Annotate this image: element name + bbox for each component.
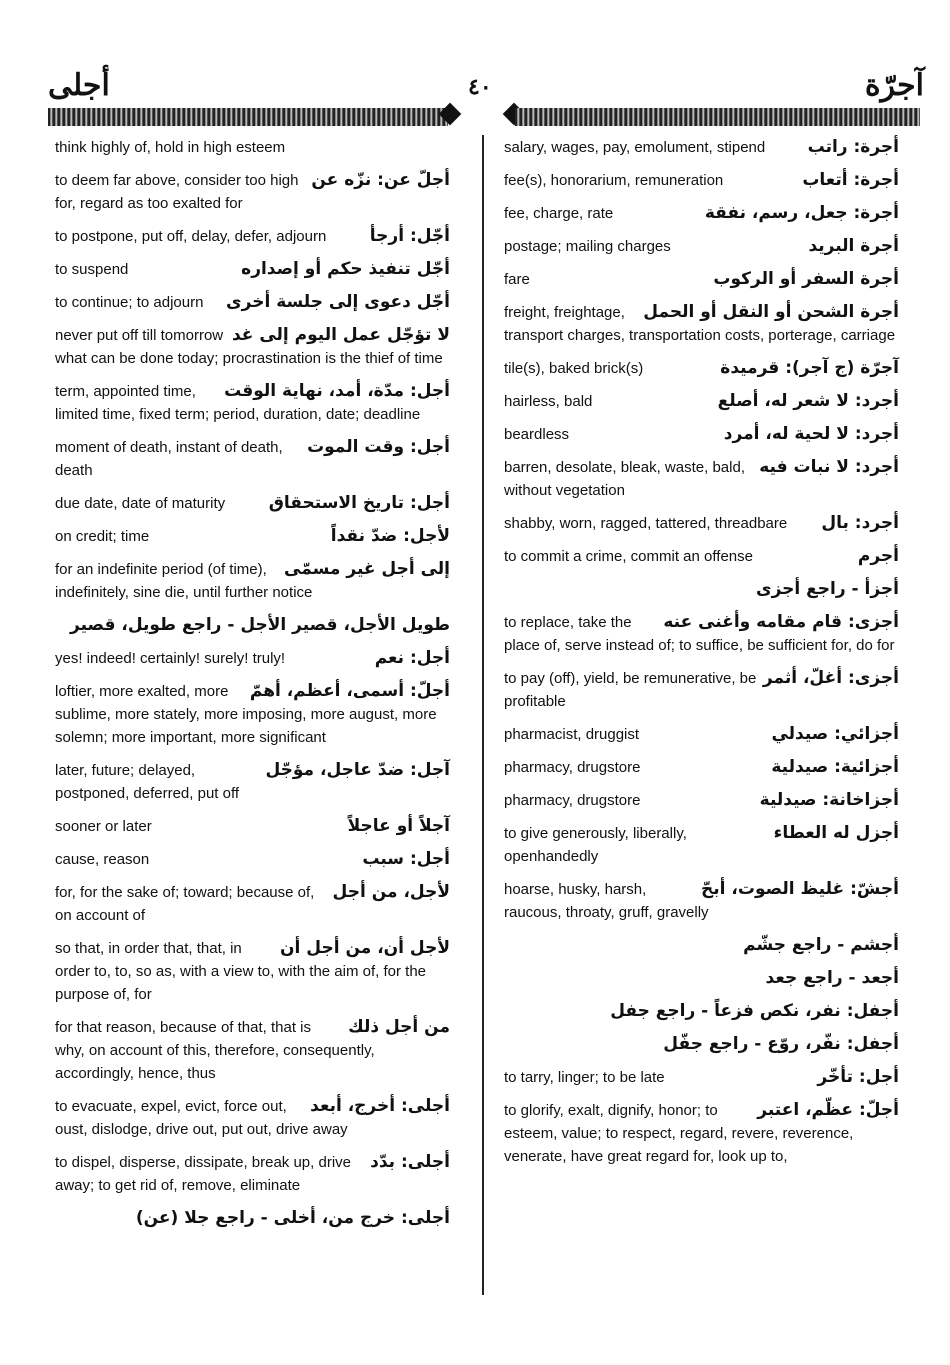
arabic-headword: أجرة: راتب <box>807 137 899 157</box>
dictionary-entry <box>55 521 450 554</box>
english-definition: to dispel, disperse, dissipate, break up, drive away; to get rid of, remove, eliminate <box>55 1154 351 1194</box>
dictionary-entry <box>55 933 450 1012</box>
dictionary-entry <box>55 1147 450 1203</box>
english-definition: beardless <box>504 426 570 443</box>
dictionary-entry <box>504 996 899 1029</box>
arabic-headword: أجل: سبب <box>362 849 450 869</box>
english-definition: to suspend <box>55 261 129 278</box>
english-definition: fare <box>504 271 530 288</box>
dictionary-entry <box>55 811 450 844</box>
arabic-headword: أجرة الشحن أو النقل أو الحمل <box>643 302 899 322</box>
dictionary-entry <box>504 574 899 607</box>
arabic-headword: أجزائية: صيدلية <box>771 757 899 777</box>
english-definition: think highly of, hold in high esteem <box>55 139 286 156</box>
english-definition: postage; mailing charges <box>504 238 671 255</box>
dictionary-entry <box>55 320 450 376</box>
english-definition: for, for the sake of; toward; because of, on account of <box>55 884 315 924</box>
english-definition: to postpone, put off, delay, defer, adjourn <box>55 228 327 245</box>
english-definition: hoarse, husky, harsh, raucous, throaty, gruff, gravelly <box>504 881 709 921</box>
arabic-headword: أجل: تاريخ الاستحقاق <box>268 493 450 513</box>
english-definition: pharmacy, drugstore <box>504 759 641 776</box>
dictionary-entry <box>504 752 899 785</box>
dictionary-entry <box>55 755 450 811</box>
arabic-headword: أجل: نعم <box>374 648 450 668</box>
english-definition: so that, in order that, that, in order to, to, so as, with a view to, with the aim of, for the purpose of, for <box>55 940 427 1003</box>
arabic-headword: أجل: وقت الموت <box>307 437 450 457</box>
dictionary-entry <box>55 1012 450 1091</box>
dictionary-entry <box>504 419 899 452</box>
arabic-headword: أجرد: لا لحية له، أمرد <box>723 424 899 444</box>
dictionary-entry <box>55 254 450 287</box>
arabic-headword: أجل: تأخّر <box>817 1067 899 1087</box>
arabic-headword: أجفل: نفر، نكص فزعاً - راجع جفل <box>610 1001 899 1021</box>
english-definition: tile(s), baked brick(s) <box>504 360 644 377</box>
dictionary-entry <box>55 221 450 254</box>
dictionary-entry <box>55 676 450 755</box>
english-definition: to give generously, liberally, openhandedly <box>504 825 687 865</box>
header-right-word: آجرّة <box>864 68 924 103</box>
dictionary-entry <box>504 165 899 198</box>
dictionary-entry <box>55 1203 450 1236</box>
english-definition: to continue; to adjourn <box>55 294 204 311</box>
english-definition: on credit; time <box>55 528 150 545</box>
arabic-headword: أجل: مدّة، أمد، نهاية الوقت <box>224 381 450 401</box>
dictionary-entry <box>55 432 450 488</box>
english-definition: barren, desolate, bleak, waste, bald, without vegetation <box>504 459 745 499</box>
dictionary-entry <box>55 165 450 221</box>
english-definition: freight, freightage, transport charges, transportation costs, porterage, carriage <box>504 304 896 344</box>
dictionary-entry <box>504 963 899 996</box>
english-definition: fee(s), honorarium, remuneration <box>504 172 724 189</box>
arabic-headword: أجزأ - راجع أجزى <box>755 579 899 599</box>
arabic-headword: أجرة البريد <box>808 236 899 256</box>
left-column <box>55 132 450 1236</box>
arabic-headword: أجّل دعوى إلى جلسة أخرى <box>226 292 450 312</box>
dictionary-entry <box>55 610 450 643</box>
english-definition: to replace, take the place of, serve instead of; to suffice, be sufficient for, do for <box>504 614 895 654</box>
dictionary-entry <box>504 132 899 165</box>
dictionary-entry <box>55 287 450 320</box>
dictionary-entry <box>504 541 899 574</box>
arabic-headword: أجشّ: غليظ الصوت، أبحّ <box>701 879 899 899</box>
arabic-headword: أجزى: أغلّ، أثمر <box>762 668 899 688</box>
arabic-headword: لأجل: ضدّ نقداً <box>330 526 450 546</box>
english-definition: to deem far above, consider too high for, regard as too exalted for <box>55 172 299 212</box>
english-definition: shabby, worn, ragged, tattered, threadbare <box>504 515 788 532</box>
english-definition: pharmacy, drugstore <box>504 792 641 809</box>
arabic-headword: أجلى: بدّد <box>370 1152 450 1172</box>
english-definition: hairless, bald <box>504 393 593 410</box>
english-definition: never put off till tomorrow what can be done today; procrastination is the thief of time <box>55 327 443 367</box>
arabic-headword: أجزى: قام مقامه وأغنى عنه <box>663 612 899 632</box>
arabic-headword: أجزل له العطاء <box>773 823 899 843</box>
english-definition: to pay (off), yield, be remunerative, be profitable <box>504 670 757 710</box>
arabic-headword: أجلى: خرج من، أخلى - راجع جلا (عن) <box>135 1208 450 1228</box>
header-left-word: أجلى <box>48 68 110 103</box>
arabic-headword: أجفل: نفّر، روّع - راجع جفّل <box>663 1034 899 1054</box>
arabic-headword: لا تؤجّل عمل اليوم إلى غد <box>231 325 450 345</box>
dictionary-entry <box>504 874 899 930</box>
arabic-headword: أجزاخانة: صيدلية <box>759 790 899 810</box>
english-definition: cause, reason <box>55 851 150 868</box>
arabic-headword: أجّل تنفيذ حكم أو إصداره <box>241 259 450 279</box>
dictionary-entry <box>504 930 899 963</box>
english-definition: due date, date of maturity <box>55 495 226 512</box>
english-definition: later, future; delayed, postponed, deferred, put off <box>55 762 240 802</box>
dictionary-entry <box>55 554 450 610</box>
arabic-headword: أجلّ عن: نزّه عن <box>311 170 450 190</box>
arabic-headword: أجرد: لا شعر له، أصلع <box>717 391 899 411</box>
english-definition: loftier, more exalted, more sublime, more stately, more imposing, more august, more solemn; more important, more significant <box>55 683 437 746</box>
arabic-headword: أجّل: أرجأ <box>369 226 450 246</box>
arabic-headword: آجلاً أو عاجلاً <box>347 816 450 836</box>
dictionary-entry <box>55 132 450 165</box>
english-definition: yes! indeed! certainly! surely! truly! <box>55 650 286 667</box>
dictionary-entry <box>504 198 899 231</box>
arabic-headword: أجرة السفر أو الركوب <box>713 269 899 289</box>
arabic-headword: أجلّ: أسمى، أعظم، أهمّ <box>249 681 450 701</box>
arabic-headword: أجرم <box>857 546 899 566</box>
dictionary-entry <box>504 1095 899 1174</box>
dictionary-entry <box>504 1029 899 1062</box>
arabic-headword: أجرة: جعل، رسم، نفقة <box>704 203 899 223</box>
dictionary-entry <box>55 643 450 676</box>
arabic-headword: أجلى: أخرج، أبعد <box>310 1096 450 1116</box>
arabic-headword: أجلّ: عظّم، اعتبر <box>757 1100 899 1120</box>
dictionary-entry <box>55 376 450 432</box>
dictionary-entry <box>504 818 899 874</box>
english-definition: to evacuate, expel, evict, force out, oust, dislodge, drive out, put out, drive away <box>55 1098 348 1138</box>
arabic-headword: أجعد - راجع جعد <box>765 968 899 988</box>
arabic-headword: إلى أجل غير مسمّى <box>284 559 450 579</box>
english-definition: moment of death, instant of death, death <box>55 439 283 479</box>
english-definition: term, appointed time, limited time, fixed term; period, duration, date; deadline <box>55 383 421 423</box>
english-definition: to commit a crime, commit an offense <box>504 548 753 565</box>
arabic-headword: آجل: ضدّ عاجل، مؤجّل <box>265 760 450 780</box>
dictionary-entry <box>504 719 899 752</box>
arabic-headword: أجرة: أتعاب <box>802 170 899 190</box>
english-definition: to glorify, exalt, dignify, honor; to esteem, value; to respect, regard, revere, reverence, venerate, have great regard for, look up to, <box>504 1102 854 1165</box>
dictionary-entry <box>504 297 899 353</box>
dictionary-entry <box>504 663 899 719</box>
dictionary-entry <box>55 844 450 877</box>
arabic-headword: أجزائي: صيدلي <box>771 724 899 744</box>
english-definition: salary, wages, pay, emolument, stipend <box>504 139 766 156</box>
arabic-headword: أجشم - راجع جشّم <box>743 935 899 955</box>
right-column <box>504 132 899 1174</box>
dictionary-entry <box>504 264 899 297</box>
english-definition: for an indefinite period (of time), indefinitely, sine die, until further notice <box>55 561 313 601</box>
dictionary-entry <box>55 488 450 521</box>
dictionary-entry <box>504 231 899 264</box>
dictionary-entry <box>504 508 899 541</box>
column-divider <box>482 135 484 1295</box>
arabic-headword: أجرد: بال <box>821 513 899 533</box>
arabic-headword: لأجل أن، من أجل أن <box>280 938 450 958</box>
dictionary-entry <box>504 1062 899 1095</box>
english-definition: fee, charge, rate <box>504 205 614 222</box>
header-ornament-right <box>515 108 920 126</box>
english-definition: to tarry, linger; to be late <box>504 1069 665 1086</box>
arabic-headword: من أجل ذلك <box>348 1017 450 1037</box>
dictionary-entry <box>504 785 899 818</box>
arabic-headword: طويل الأجل، قصير الأجل - راجع طويل، قصير <box>70 615 450 635</box>
dictionary-entry <box>504 607 899 663</box>
header-ornament-left <box>48 108 448 126</box>
english-definition: sooner or later <box>55 818 152 835</box>
dictionary-entry <box>55 877 450 933</box>
arabic-headword: لأجل، من أجل <box>332 882 450 902</box>
dictionary-entry <box>504 386 899 419</box>
arabic-headword: أجرد: لا نبات فيه <box>759 457 899 477</box>
page-number: ٤٠ <box>468 74 492 100</box>
dictionary-entry <box>504 353 899 386</box>
dictionary-entry <box>55 1091 450 1147</box>
dictionary-entry <box>504 452 899 508</box>
english-definition: for that reason, because of that, that is why, on account of this, therefore, consequently, accordingly, hence, thus <box>55 1019 375 1082</box>
english-definition: pharmacist, druggist <box>504 726 640 743</box>
arabic-headword: آجرّة (ج آجر): قرميدة <box>720 358 899 378</box>
